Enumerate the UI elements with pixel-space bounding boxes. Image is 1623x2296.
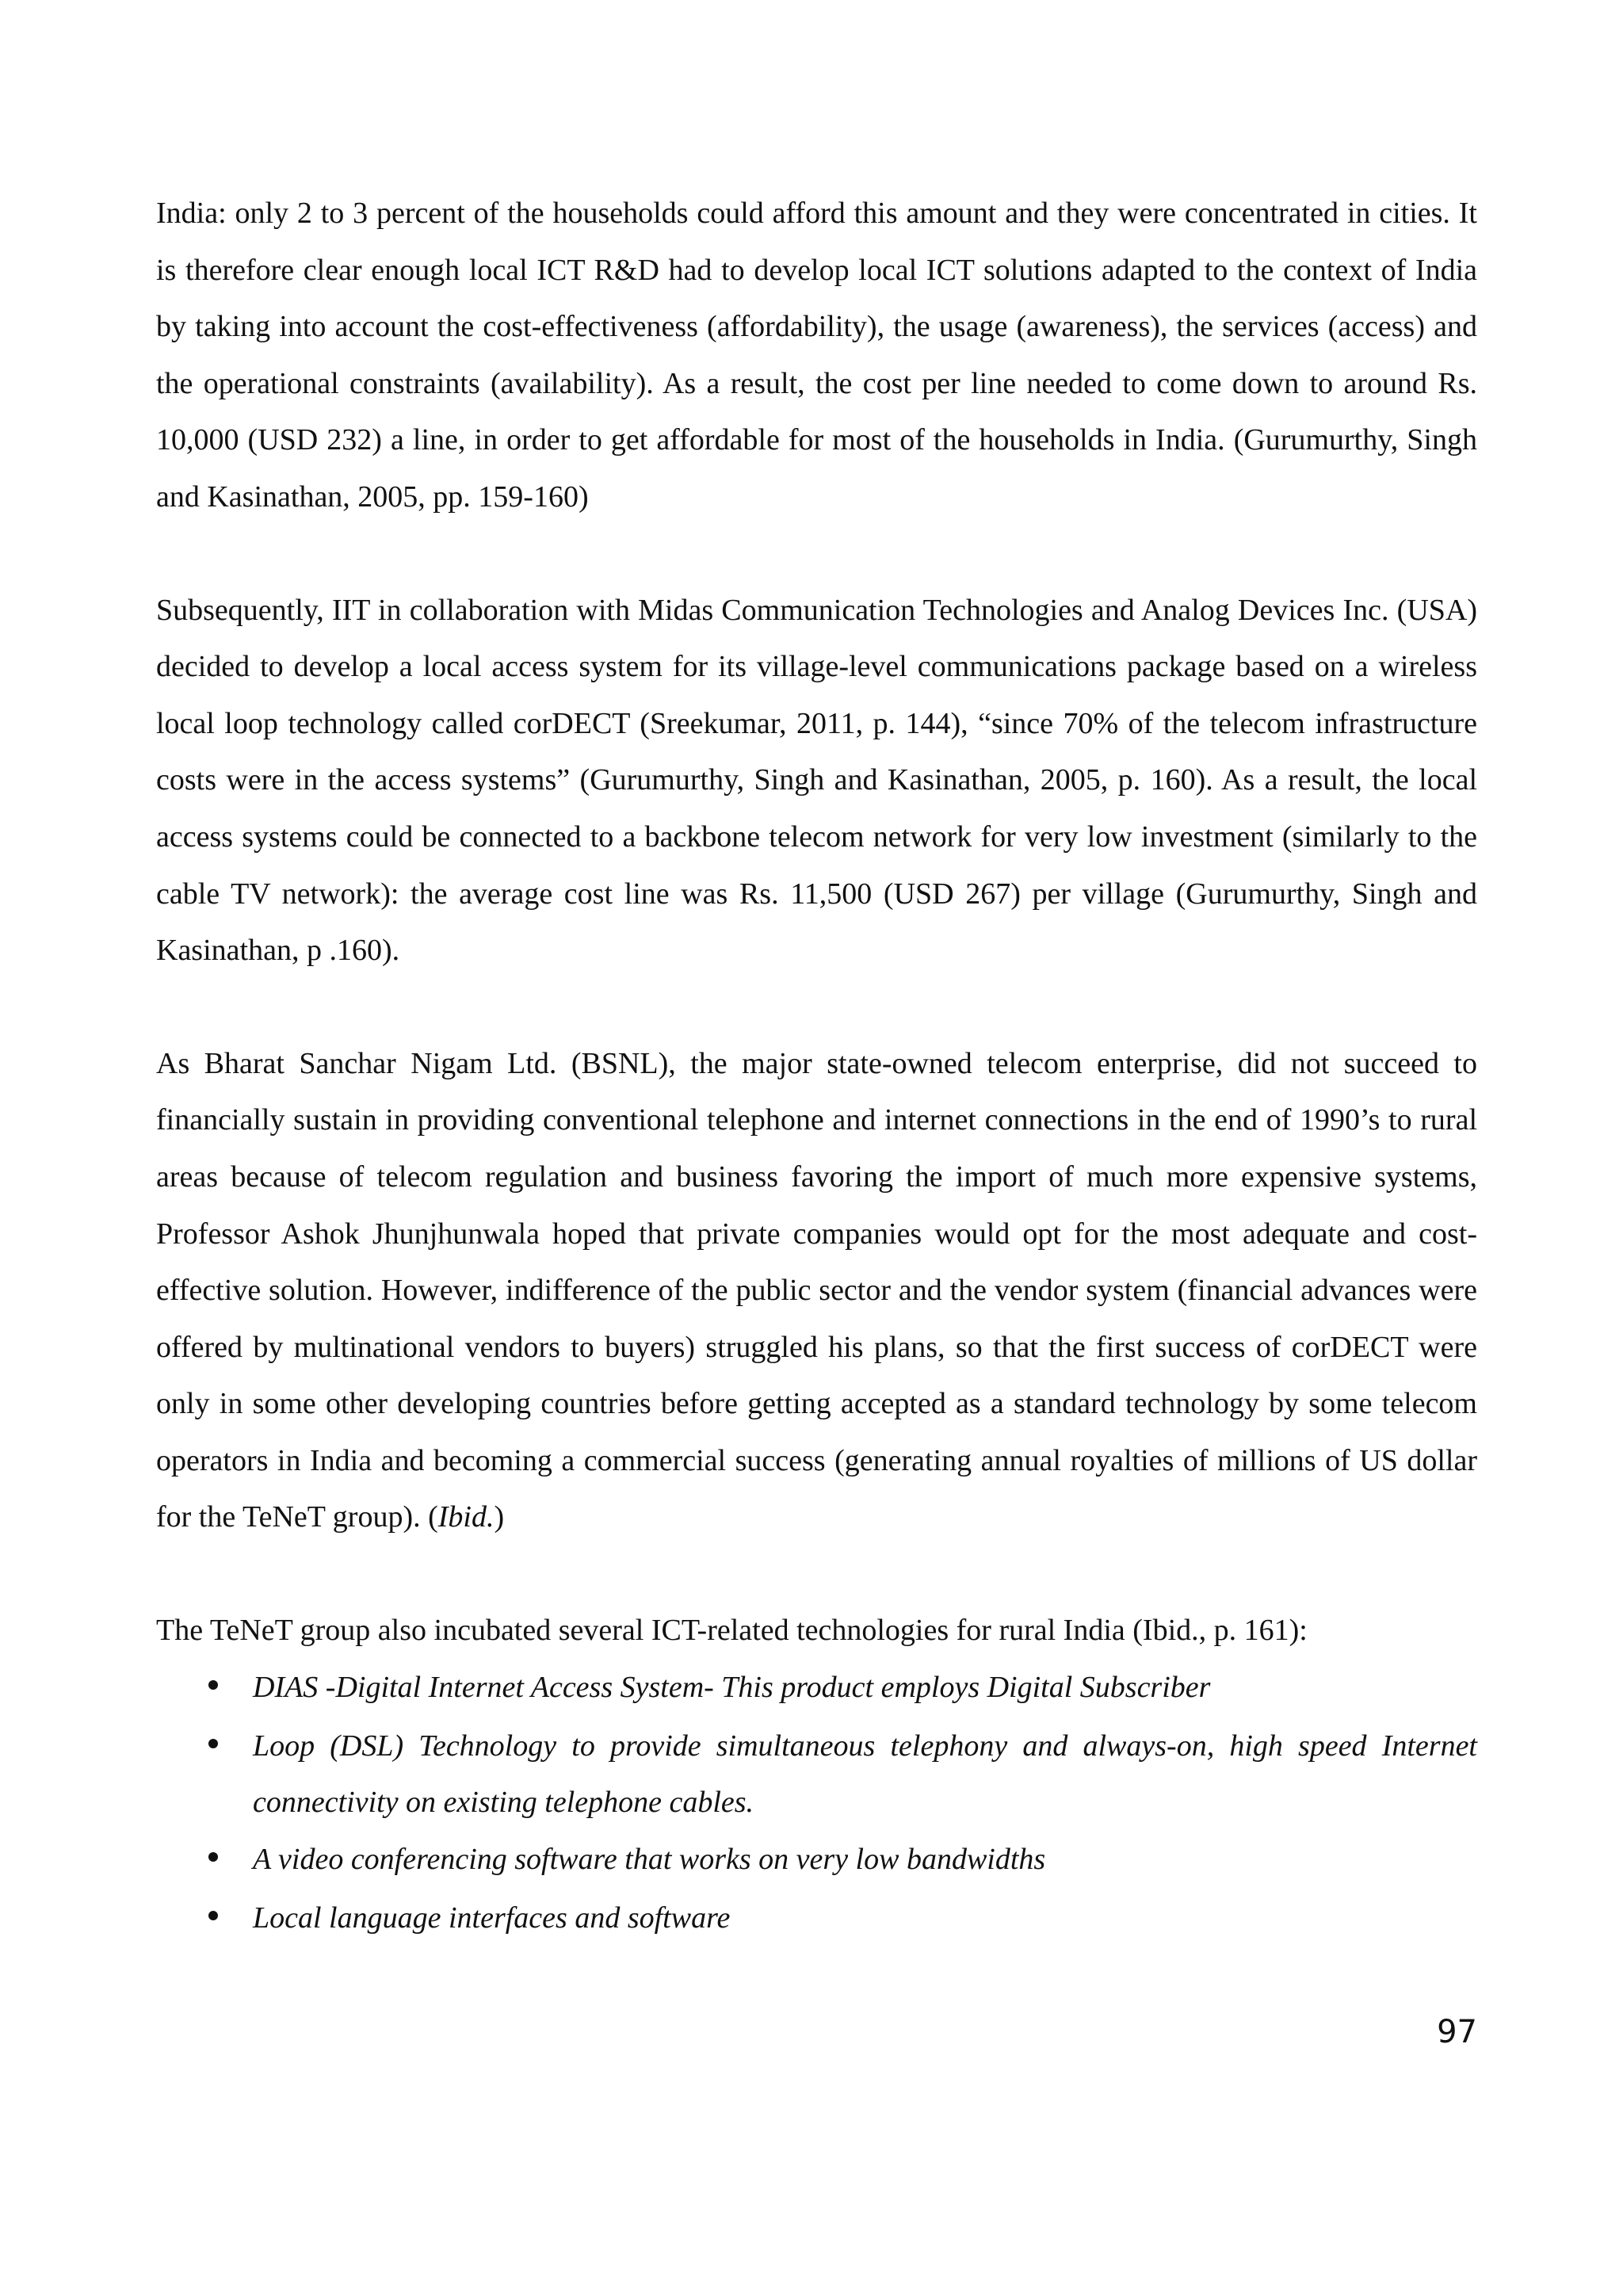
- list-item: [156, 1660, 1477, 1718]
- paragraph-3: [156, 1036, 1477, 1546]
- bullet-icon: [208, 1852, 218, 1862]
- page-body: [156, 185, 1477, 1949]
- technology-list: [156, 1660, 1477, 1949]
- paragraph-3-text: As Bharat Sanchar Nigam Ltd. (BSNL), the major state-owned telecom enterprise, did not succeed to financially sustain in providing conventional telephone and internet connections in the end of 1990’s to rural areas because of telecom regulation and business favoring the import of much more expensive systems, Professor Ashok Jhunjhunwala hoped that private companies would opt for the most adequate and cost-effective solution. However, indifference of the public sector and the vendor system (financial advances were offered by multinational vendors to buyers) struggled his plans, so that the first success of corDECT were only in some other developing countries before getting accepted as a standard technology by some telecom operators in India and becoming a commercial success (generating annual royalties of millions of US dollar for the TeNeT group). (: [156, 1046, 1477, 1534]
- bullet-icon: [208, 1680, 218, 1690]
- paragraph-3-suffix: ): [494, 1500, 505, 1534]
- list-item-text: Local language interfaces and software: [253, 1901, 731, 1935]
- paragraph-2: Subsequently, IIT in collaboration with Midas Communication Technologies and Analog Devices Inc. (USA) decided to develop a local access system for its village-level communications package based on a wireless local loop technology called corDECT (Sreekumar, 2011, p. 144), “since 70% of the telecom infrastructure costs were in the access systems” (Gurumurthy, Singh and Kasinathan, 2005, p. 160). As a result, the local access systems could be connected to a backbone telecom network for very low investment (similarly to the cable TV network): the average cost line was Rs. 11,500 (USD 267) per village (Gurumurthy, Singh and Kasinathan, p .160).: [156, 593, 1477, 968]
- page-number: 97: [1437, 2014, 1477, 2050]
- paragraph-1: India: only 2 to 3 percent of the households could afford this amount and they were concentrated in cities. It is therefore clear enough local ICT R&D had to develop local ICT solutions adapted to the context of India by taking into account the cost-effectiveness (affordability), the usage (awareness), the services (access) and the operational constraints (availability). As a result, the cost per line needed to come down to around Rs. 10,000 (USD 232) a line, in order to get affordable for most of the households in India. (Gurumurthy, Singh and Kasinathan, 2005, pp. 159-160): [156, 197, 1477, 514]
- list-item: [156, 1718, 1477, 1832]
- bullet-icon: [208, 1739, 218, 1748]
- ibid-citation: Ibid.: [437, 1500, 495, 1534]
- bullet-icon: [208, 1911, 218, 1920]
- paragraph-4: The TeNeT group also incubated several ICT-related technologies for rural India (Ibid., p. 161):: [156, 1614, 1308, 1648]
- list-item-text: A video conferencing software that works on very low bandwidths: [253, 1842, 1046, 1876]
- list-item-text: DIAS -Digital Internet Access System- This product employs Digital Subscriber: [253, 1670, 1211, 1704]
- list-item: [156, 1890, 1477, 1949]
- list-item: [156, 1832, 1477, 1890]
- list-item-text: Loop (DSL) Technology to provide simultaneous telephony and always-on, high speed Internet connectivity on existing telephone cables.: [253, 1729, 1477, 1820]
